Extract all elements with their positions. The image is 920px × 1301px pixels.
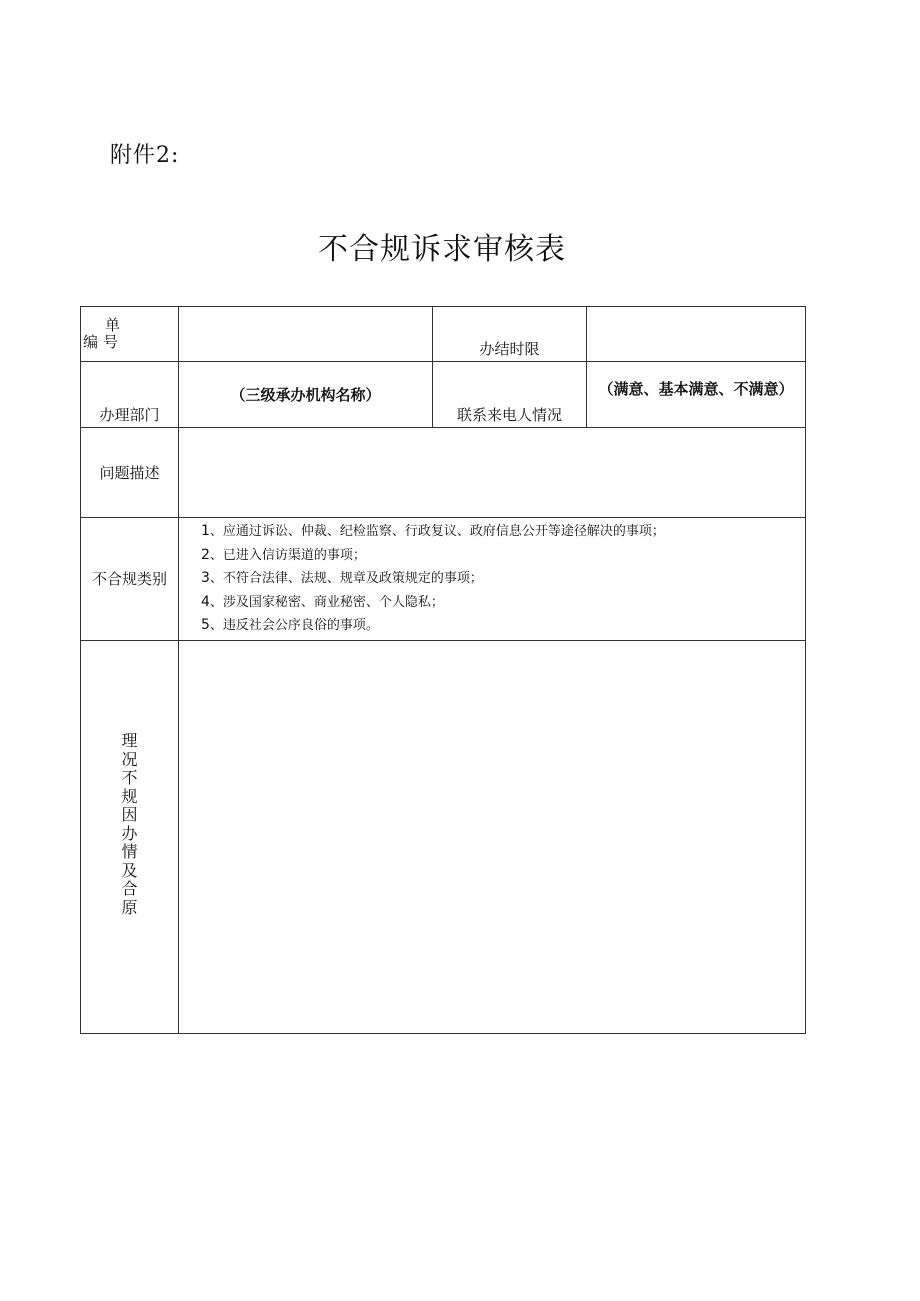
situation-label: 理况不规因办情及合原 — [121, 731, 138, 917]
category-item-number: 3 — [201, 570, 210, 586]
department-hint: （三级承办机构名称） — [230, 386, 381, 404]
form-row-order — [81, 307, 806, 362]
category-list — [179, 518, 805, 640]
document-title: 不合规诉求审核表 — [318, 232, 566, 267]
caller-hint: （满意、基本满意、不满意） — [598, 380, 794, 398]
category-item — [201, 520, 805, 544]
category-item-number: 5 — [201, 617, 210, 633]
review-form-table — [80, 306, 806, 1034]
department-label: 办理部门 — [81, 362, 179, 428]
form-row-category — [81, 518, 806, 641]
category-item-number: 1 — [201, 523, 210, 539]
problem-label: 问题描述 — [81, 428, 179, 518]
category-item — [201, 567, 805, 591]
deadline-field[interactable] — [587, 307, 806, 362]
situation-field[interactable] — [179, 640, 806, 1033]
category-item-number: 2 — [201, 546, 210, 563]
problem-field[interactable] — [179, 428, 806, 518]
order-no-label-char-1: 单 — [105, 316, 121, 334]
category-item-text: 、违反社会公序良俗的事项。 — [209, 618, 379, 633]
category-item-text: 、应通过诉讼、仲裁、纪检监察、行政复议、政府信息公开等途径解决的事项； — [209, 524, 665, 539]
form-row-situation — [81, 640, 806, 1033]
department-field[interactable] — [179, 362, 433, 428]
order-no-label-char-2: 编 — [83, 333, 99, 351]
form-row-department — [81, 362, 806, 428]
category-item — [201, 614, 805, 638]
category-item — [201, 591, 805, 615]
order-no-label-cell — [81, 307, 179, 362]
category-item-text: 、涉及国家秘密、商业秘密、个人隐私； — [209, 594, 444, 610]
situation-label-cell — [81, 640, 179, 1033]
attachment-label: 附件2: — [110, 143, 180, 168]
caller-field[interactable] — [587, 362, 806, 428]
order-no-field[interactable] — [179, 307, 433, 362]
deadline-label: 办结时限 — [433, 307, 587, 362]
order-no-label-char-3: 号 — [103, 333, 119, 351]
category-item-number: 4 — [201, 593, 210, 610]
caller-label: 联系来电人情况 — [433, 362, 587, 428]
category-label: 不合规类别 — [81, 518, 179, 641]
category-item-text: 、已进入信访渠道的事项； — [209, 547, 366, 563]
category-field — [179, 518, 806, 641]
form-row-problem — [81, 428, 806, 518]
category-item-text: 、不符合法律、法规、规章及政策规定的事项； — [209, 571, 483, 586]
category-item — [201, 544, 805, 568]
